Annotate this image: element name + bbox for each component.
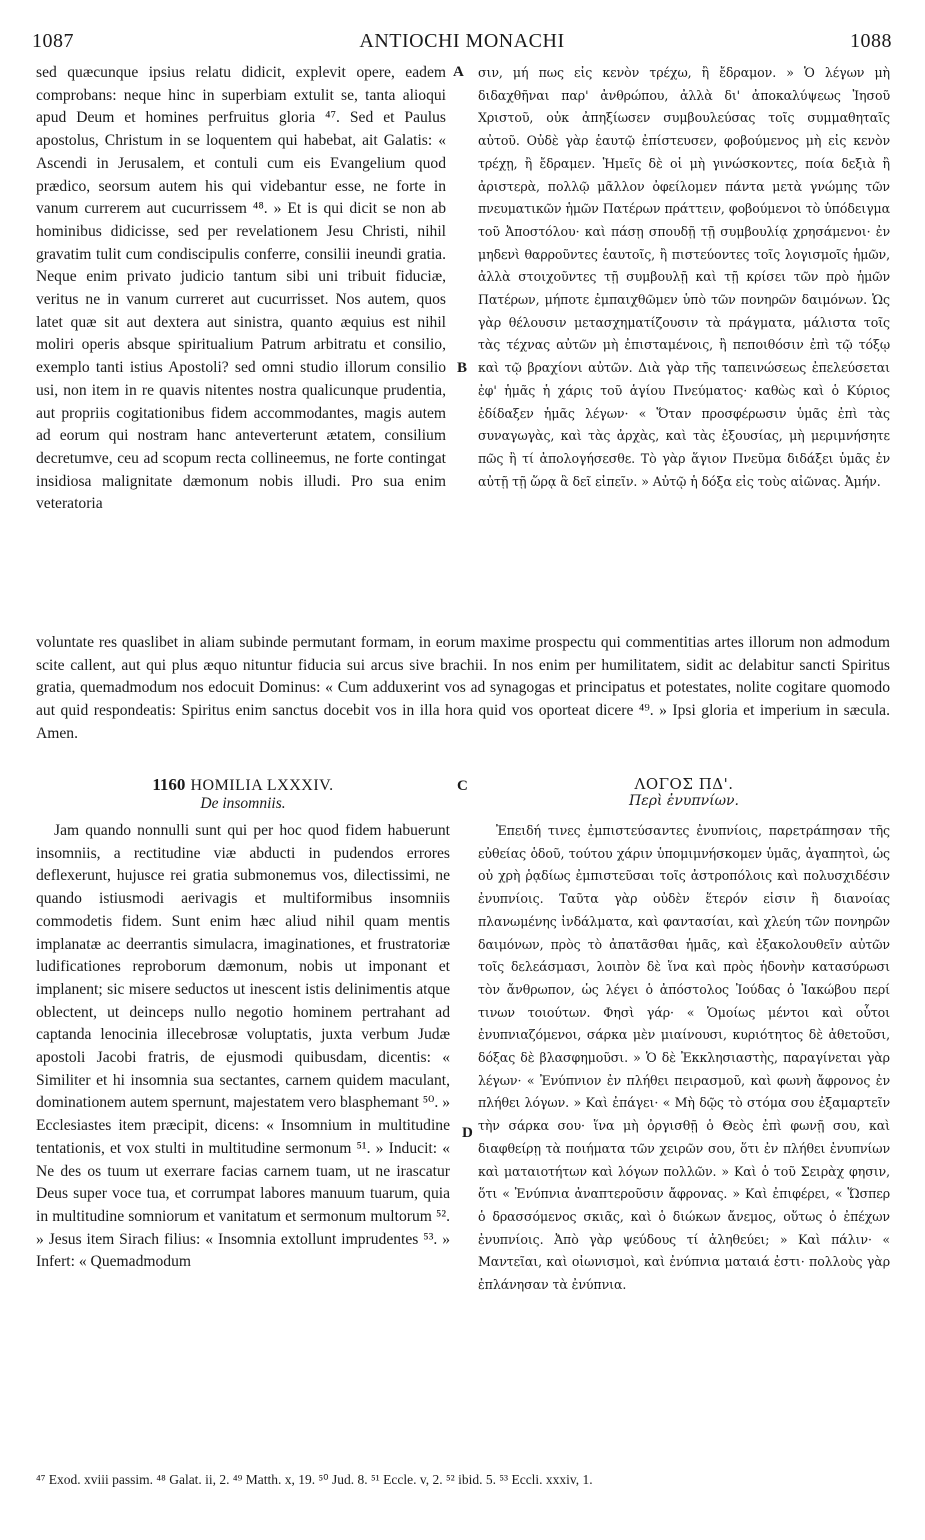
latin-homily-text: Jam quando nonnulli sunt qui per hoc quod fidem habuerunt insomniis, a rectitudine viæ abducti in pudendos errores deflexerunt, hujusce rei gratia submonemus vos, dilectissimi, ne quando istiusmodi aerivagis et multiformibus insomniis commodetis fidem. Sunt enim hæc aliud nihil quam mentis implanatæ ac deerrantis simulacra, imaginationes, et frustratoriæ ludificationes reproborum dæmonum, nobis ut imponant et implanent; sic misere seductos ut inescent istis delinimentis atque oblectent, ut deinceps nullo negotio hominem pertrahant ad captanda lenocinia illecebrosæ voluptatis, juxta verbum Judæ apostoli Jacobi fratris, de ejusmodi quibusdam, dicentis: « Similiter et hi insomnia sua sectantes, carnem quidem maculant, dominationem autem spernunt, majestatem vero blasphemant ⁵⁰. » Ecclesiastes item præcipit, dicens: « Insomnium in multitudine tentationis, et vox stulti in multitudine sermonum ⁵¹. » Inducit: « Ne des os tuum ut exerrare facias carnem tuam, ut ne irascatur Deus super voce tua, et corrumpat labores manuum tuarum, quia in multitudine somniorum et vanitatum et sermonum multorum ⁵². » Jesus item Sirach filius: « Insomnia extollunt imprudentes ⁵³. » Infert: « Quemadmodum [36, 822, 450, 1271]
margin-marker-c: C [457, 778, 468, 794]
margin-marker-b: B [457, 360, 468, 376]
running-title: ANTIOCHI MONACHI [359, 30, 565, 52]
latin-column-bottom [36, 820, 450, 1274]
greek-homily-heading [478, 775, 890, 809]
margin-marker-a: A [453, 64, 464, 80]
greek-column-bottom [478, 820, 890, 1297]
greek-column-top [478, 62, 890, 493]
homily-title: HOMILIA LXXXIV. [190, 777, 334, 794]
latin-subtitle: De insomniis. [200, 795, 286, 812]
latin-homily-heading [36, 775, 450, 813]
greek-title: ΛΟΓΟΣ ΠΔ'. [634, 775, 734, 793]
column-number: 1160 [152, 775, 186, 794]
greek-paragraph: σιν, μή πως εἰς κενὸν τρέχω, ἢ ἔδραμον. » Ὁ λέγων μὴ διδαχθῆναι παρ' ἀνθρώπου, ἀλλὰ δι' ἀποκαλύψεως Ἰησοῦ Χριστοῦ, οὐκ ἀπηξίωσεν συμβουλεύσας τοῖς συμμαθηταῖς αὐτοῦ. Οὐδὲ γὰρ ἑαυτῷ ἐπίστευσεν, φοβούμενος μὴ εἰς κενὸν τρέχῃ, ἢ ἔδραμεν. Ἡμεῖς δὲ οἱ μὴ γινώσκοντες, ποία δεξιὰ ἢ ἀριστερὰ, πολλῷ μᾶλλον ὀφείλομεν πάντα μετὰ γνώμης τῶν πνευματικῶν ἡμῶν Πατέρων πράττειν, φοβούμενοι τὸ ὑπόδειγμα τοῦ Ἀποστόλου· καὶ πάσῃ σπουδῇ τῇ συμβουλίᾳ χρησάμενοι· ἐν μηδενὶ θαρροῦντες ἑαυτοῖς, ἢ πιστεύοντες τοῖς λογισμοῖς ἡμῶν, ἀλλὰ στοιχοῦντες τῇ συμβουλῇ καὶ τῇ κρίσει τῶν πρὸ ἡμῶν Πατέρων, μήποτε ἐμπαιχθῶμεν ὑπὸ τῶν πονηρῶν δαιμόνων. Ὡς γὰρ θέλουσιν μετασχηματίζουσιν τὰ πράγματα, μάλιστα τοῖς τὰς τέχνας αὐτῶν μὴ ἐπισταμένοις, ἢ πεποιθόσιν ἐπὶ τῷ τόξῳ καὶ τῷ βραχίονι αὐτῶν. Διὰ γὰρ τῆς ταπεινώσεως ἐπελεύσεται ἐφ' ἡμᾶς ἡ χάρις τοῦ ἁγίου Πνεύματος· καθὼς καὶ ὁ Κύριος ἐδίδαξεν ἡμᾶς λέγων· « Ὅταν προσφέρωσιν ὑμᾶς ἐπὶ τὰς συναγωγὰς, καὶ τὰς ἀρχὰς, καὶ τὰς ἐξουσίας, μὴ μεριμνήσητε πῶς ἢ τί ἀπολογήσεσθε. Τὸ γὰρ ἅγιον Πνεῦμα διδάξει ὑμᾶς ἐν αὐτῇ τῇ ὥρᾳ ἃ δεῖ εἰπεῖν. » Αὐτῷ ἡ δόξα εἰς τοὺς αἰῶνας. Ἀμήν. [478, 65, 890, 489]
latin-paragraph: sed quæcunque ipsius relatu didicit, explevit opere, eadem comprobans: neque hinc in superbiam extulit se, tanta alioqui apud Deum et homines perfruitus gloria ⁴⁷. Sed et Paulus apostolus, Christum in se loquentem qui habebat, ait Galatis: « Ascendi in Jerusalem, et contuli cum eis Evangelium quod prædico, seorsum autem his qui videbantur esse, ne forte in vanum currerem aut cucurrissem ⁴⁸. » Et is qui dicit se non ab hominibus didicisse, sed per revelationem Jesu Christi, nihil gravatim tulit cum condiscipulis conferre, consilii ineundi gratia. Neque enim privato judicio tantum sibi uni tribuit fiduciæ, veritus ne in vanum curreret aut cucurrisset. Nos autem, quos latet quæ sit aut dextera aut sinistra, quanto æquius est nihil moliri operis absque spiritualium Patrum arbitratu et consilio, exemplo tanti istius Apostoli? sed omni studio illorum consilio usi, non item in re quavis nitentes nostra qualicunque prudentia, aut propriis cogitationibus fidem accommodantes, magis autem ad eorum qui nostram hanc anteverterunt ætatem, consilium decretumve, ceu ad scopum recta collineemus, ne forte contingat insidiosa malignitate dæmonum nobis illudi. Pro sua enim veteratoria [36, 64, 446, 513]
footnotes: ⁴⁷ Exod. xviii passim. ⁴⁸ Galat. ii, 2. ⁴⁹ Matth. x, 19. ⁵⁰ Jud. 8. ⁵¹ Eccle. v, 2. ⁵² ibid. 5. ⁵³ Eccli. xxxiv, 1. [36, 1472, 593, 1487]
margin-marker-d: D [462, 1125, 473, 1141]
greek-subtitle: Περὶ ἐνυπνίων. [628, 793, 739, 809]
page-header [32, 30, 892, 58]
latin-full-width-text [36, 632, 890, 746]
page-number-left: 1087 [32, 30, 74, 52]
latin-column-top [36, 62, 446, 516]
page-number-right: 1088 [850, 30, 892, 52]
latin-continuation: voluntate res quaslibet in aliam subinde permutant formam, in eorum maxime prospectu qui commentitias artes illorum non admodum scite callent, aut qui plus æquo nituntur fiducia sui arcus sive brachii. In nos enim per humilitatem, sidit ac delabitur sancti Spiritus gratia, quemadmodum nos edocuit Dominus: « Cum adduxerint vos ad synagogas et principatus et potestates, nolite cogitare quomodo aut quid respondeatis: Spiritus enim sanctus docebit vos in illa hora quid vos oporteat dicere ⁴⁹. » Ipsi gloria et imperium in sæcula. Amen. [36, 634, 890, 742]
greek-homily-text: Ἐπειδή τινες ἐμπιστεύσαντες ἐνυπνίοις, παρετράπησαν τῆς εὐθείας ὁδοῦ, τούτου χάριν ὑπομιμνήσκομεν ὑμᾶς, ἀγαπητοὶ, ὡς οὐ χρὴ ῥᾳδίως ἐμπιστεῦσαι τοῖς ἀστροπόλοις καὶ πολυσχιδέσιν ἐνυπνίοις. Ταῦτα γὰρ οὐδὲν ἕτερόν εἰσιν ἢ διανοίας πλανωμένης ἰνδάλματα, καὶ φαντασίαι, καὶ χλεύη τῶν πονηρῶν δαιμόνων, πρὸς τὸ ἀπατᾶσθαι ἡμᾶς, καὶ ἐξακολουθεῖν αὐτῶν τοῖς δελεάσμασι, λοιπὸν δὲ ἵνα καὶ πρὸς ἡδονὴν κατασύρωσι τὸν ἄνθρωπον, ὡς λέγει ὁ ἀπόστολος Ἰούδας ὁ Ἰακώβου περί τινων τοιούτων. Φησὶ γάρ· « Ὁμοίως μέντοι καὶ οὗτοι ἐνυπνιαζόμενοι, σάρκα μὲν μιαίνουσι, κυριότητος δὲ ἀθετοῦσι, δόξας δὲ βλασφημοῦσι. » Ὁ δὲ Ἐκκλησιαστὴς, παραγίνεται γὰρ λέγων· « Ἐνύπνιον ἐν πλήθει πειρασμοῦ, καὶ φωνὴ ἄφρονος ἐν πλήθει λόγων. » Καὶ ἐπάγει· « Μὴ δῷς τὸ στόμα σου ἐξαμαρτεῖν τὴν σάρκα σου· ἵνα μὴ ὀργισθῇ ὁ Θεὸς ἐπὶ φωνῇ σου, καὶ διαφθείρῃ τὰ ποιήματα τῶν χειρῶν σου, ὅτι ἐν πλήθει ἐνυπνίων καὶ ματαιοτήτων καὶ λόγων πολλῶν. » Καὶ ὁ τοῦ Σειρὰχ φησιν, ὅτι « Ἐνύπνια ἀναπτεροῦσιν ἄφρονας. » Καὶ ἐπιφέρει, « Ὥσπερ ὁ δρασσόμενος σκιᾶς, καὶ ὁ διώκων ἄνεμος, οὕτως ὁ ἐπέχων ἐνυπνίοις. Ἀπὸ γὰρ ψεύδους τί ἀληθεύει; » Καὶ πάλιν· « Μαντεῖαι, καὶ οἰωνισμοὶ, καὶ ἐνύπνια ματαιά ἐστι· πολλοὺς γὰρ ἐπλάνησαν τὰ ἐνύπνια. [478, 823, 890, 1293]
